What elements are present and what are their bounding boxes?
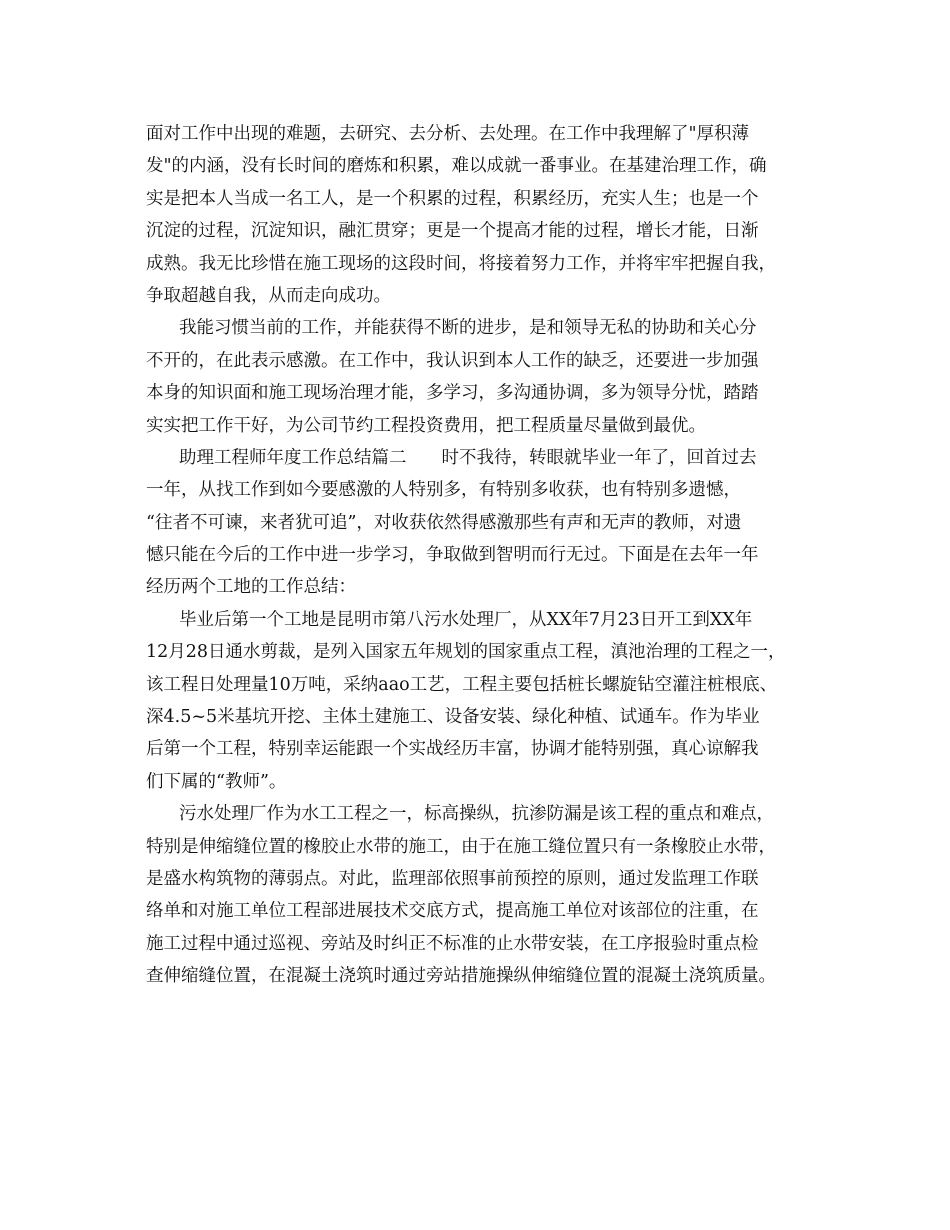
text-line: 发"的内涵，没有长时间的磨炼和积累，难以成就一番事业。在基建治理工作，确	[146, 156, 767, 177]
text-line: 憾只能在今后的工作中进一步学习，争取做到智明而行无过。下面是在去年一年	[146, 545, 759, 566]
body-text	[146, 118, 836, 993]
text-line: 本身的知识面和施工现场治理才能，多学习，多沟通协调，多为领导分忧，踏踏	[146, 383, 759, 404]
text-line: 络单和对施工单位工程部进展技术交底方式，提高施工单位对该部位的注重，在	[146, 901, 759, 922]
text-line: 们下属的“教师”。	[146, 771, 287, 792]
text-line: 污水处理厂作为水工工程之一，标高操纵，抗渗防漏是该工程的重点和难点，	[179, 804, 774, 825]
text-line: 实实把工作干好，为公司节约工程投资费用，把工程质量尽量做到最优。	[146, 415, 706, 436]
text-line: 一年，从找工作到如今要感激的人特别多，有特别多收获，也有特别多遗憾，	[146, 480, 741, 501]
text-line: 特别是伸缩缝位置的橡胶止水带的施工，由于在施工缝位置只有一条橡胶止水带，	[146, 836, 776, 857]
text-line: 实是把本人当成一名工人，是一个积累的过程，积累经历，充实人生；也是一个	[146, 188, 759, 209]
text-line: 12月28日通水剪裁，是列入国家五年规划的国家重点工程，滇池治理的工程之一，	[146, 642, 786, 663]
text-line: 经历两个工地的工作总结：	[146, 577, 356, 598]
text-line: 我能习惯当前的工作，并能获得不断的进步，是和领导无私的协助和关心分	[179, 318, 757, 339]
text-line: 助理工程师年度工作总结篇二 时不我待，转眼就毕业一年了，回首过去	[179, 447, 757, 468]
text-line: 毕业后第一个工地是昆明市第八污水处理厂，从XX年7月23日开工到XX年	[179, 609, 753, 630]
text-line: 深4.5~5米基坑开挖、主体土建施工、设备安装、绿化种植、试通车。作为毕业	[146, 707, 760, 728]
text-line: 后第一个工程，特别幸运能跟一个实战经历丰富，协调才能特别强，真心谅解我	[146, 739, 759, 760]
text-line: 施工过程中通过巡视、旁站及时纠正不标准的止水带安装，在工序报验时重点检	[146, 933, 759, 954]
text-line: 是盛水构筑物的薄弱点。对此，监理部依照事前预控的原则，通过发监理工作联	[146, 868, 759, 889]
text-line: 争取超越自我，从而走向成功。	[146, 285, 391, 306]
text-line: 不开的，在此表示感激。在工作中，我认识到本人工作的缺乏，还要进一步加强	[146, 350, 759, 371]
text-line: 沉淀的过程，沉淀知识，融汇贯穿；更是一个提高才能的过程，增长才能，日渐	[146, 221, 759, 242]
text-line: 成熟。我无比珍惜在施工现场的这段时间，将接着努力工作，并将牢牢把握自我，	[146, 253, 776, 274]
text-line: 该工程日处理量10万吨，采纳aao工艺，工程主要包括桩长螺旋钻空灌注桩根底、	[146, 674, 778, 695]
text-line: “往者不可谏，来者犹可追”，对收获依然得感激那些有声和无声的教师，对遗	[146, 512, 742, 533]
text-line: 面对工作中出现的难题，去研究、去分析、去处理。在工作中我理解了"厚积薄	[146, 124, 750, 144]
text-line: 查伸缩缝位置，在混凝土浇筑时通过旁站措施操纵伸缩缝位置的混凝土浇筑质量。	[146, 966, 776, 987]
